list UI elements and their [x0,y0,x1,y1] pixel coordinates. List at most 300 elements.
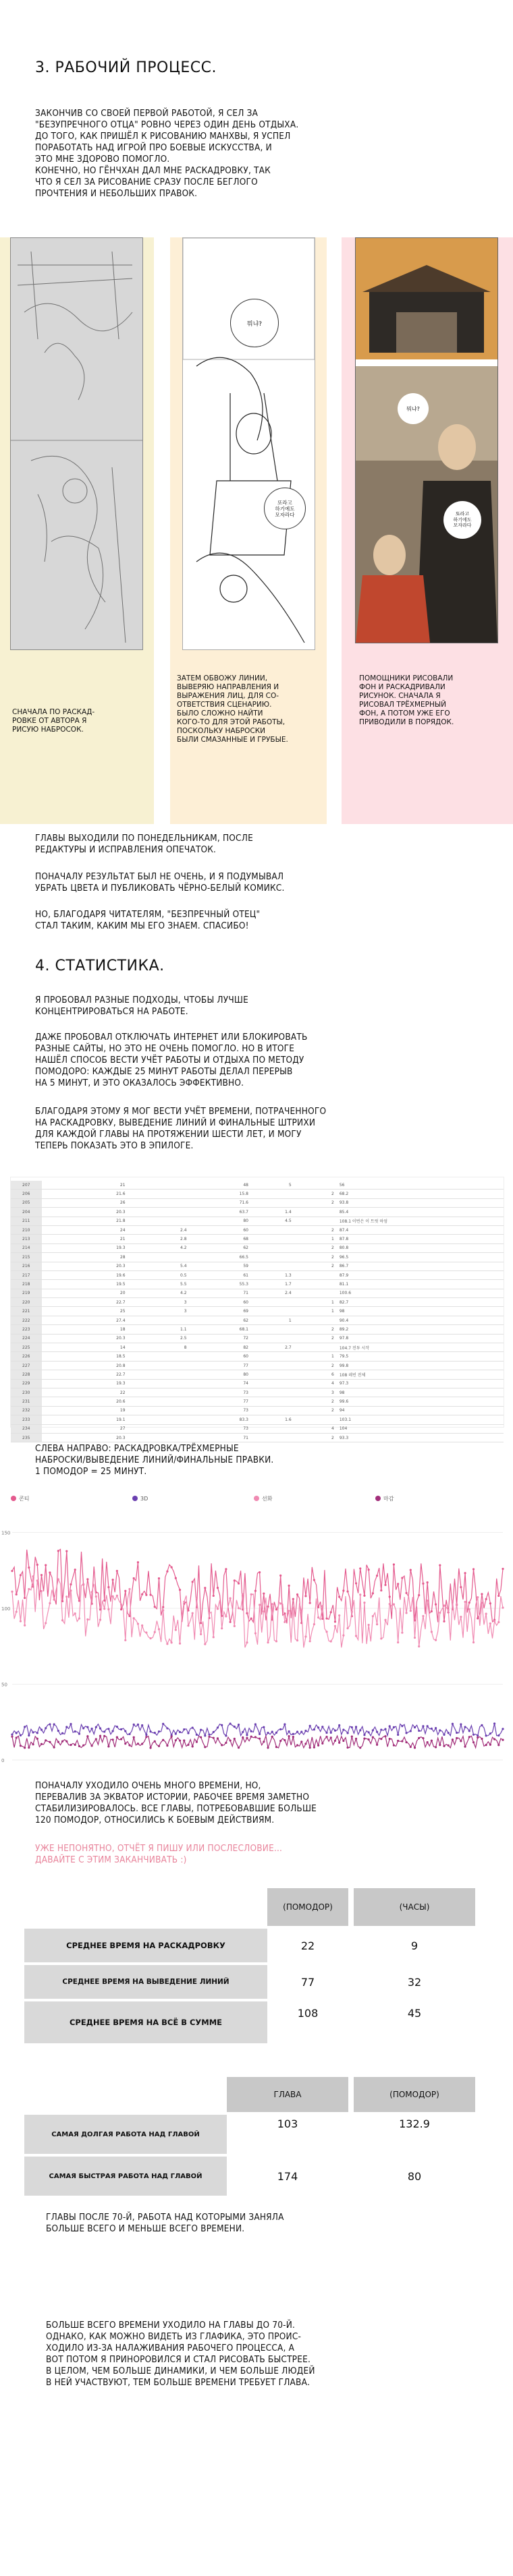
row-label: САМАЯ БЫСТРАЯ РАБОТА НАД ГЛАВОЙ [24,2157,227,2196]
series-point [116,1595,118,1597]
series-point [380,1637,382,1639]
table-cell [251,1361,294,1370]
series-point [196,1741,198,1743]
table-cell: 1.1 [128,1325,190,1334]
table-cell: 232 [11,1406,42,1415]
series-point [175,1577,177,1579]
series-point [20,1574,22,1576]
table-cell: 104 [337,1424,504,1433]
series-point [230,1597,232,1599]
series-point [330,1732,332,1734]
paragraph [35,1032,494,1089]
row-label: САМАЯ ДОЛГАЯ РАБОТА НАД ГЛАВОЙ [24,2115,227,2154]
table-cell: 19.3 [42,1379,128,1388]
table-cell: 206 [11,1190,42,1198]
series-point [493,1738,495,1740]
table-cell: 2 [294,1361,337,1370]
table-cell: 4 [294,1424,337,1433]
series-point [439,1744,441,1746]
table-cell: 1 [294,1352,337,1361]
table-header: (ЧАСЫ) [354,1888,475,1926]
text-line: НАШЁЛ СПОСОБ ВЕСТИ УЧЁТ РАБОТЫ И ОТДЫХА ПО МЕТОДУ [35,1055,304,1065]
series-point [422,1725,424,1727]
text-line: БОЛЬШЕ ВСЕГО И МЕНЬШЕ ВСЕГО ВРЕМЕНИ. [46,2223,245,2234]
series-point [16,1611,18,1613]
series-point [464,1746,466,1748]
table-row [11,1379,504,1388]
series-point [179,1740,181,1742]
series-point [334,1730,336,1732]
series-point [238,1607,240,1609]
caption-1 [12,708,147,734]
series-point [372,1615,374,1617]
series-point [414,1637,416,1639]
series-point [300,1740,302,1743]
series-point [225,1734,227,1736]
table-cell: 18 [42,1325,128,1334]
table-cell [128,1379,190,1388]
series-point [456,1603,458,1605]
table-cell: 233 [11,1415,42,1424]
table-cell: 220 [11,1298,42,1307]
series-point [292,1733,294,1735]
table-row [24,1929,475,1962]
table-cell: 80.8 [337,1243,504,1252]
table-cell: 18.5 [42,1352,128,1361]
series-point [279,1728,281,1730]
table-cell: 21 [42,1181,128,1190]
series-point [36,1564,38,1566]
series-point [368,1738,370,1740]
section-3-text [35,108,481,200]
series-point [405,1732,407,1734]
table-cell: 87.4 [337,1225,504,1234]
series-point [250,1618,252,1620]
table-cell [294,1217,337,1225]
table-cell: 71 [190,1289,251,1297]
series-point [338,1724,340,1726]
table-cell: 1.3 [251,1270,294,1279]
table-cell: 62 [190,1243,251,1252]
series-point [250,1593,252,1596]
text-line: СТАЛ ТАКИМ, КАКИМ МЫ ЕГО ЗНАЕМ. СПАСИБО! [35,920,249,931]
series-point [401,1577,403,1579]
table-cell: 5.5 [128,1280,190,1289]
series-point [107,1745,109,1747]
series-point [309,1725,311,1727]
table-cell: 62 [190,1316,251,1324]
table-cell: 60 [190,1352,251,1361]
series-point [242,1731,244,1733]
table-cell: 87.8 [337,1235,504,1243]
series-point [95,1738,97,1740]
table-cell: 21 [42,1235,128,1243]
table-cell: 19.5 [42,1280,128,1289]
series-point [254,1723,256,1725]
table-cell [251,1397,294,1406]
series-point [414,1747,416,1749]
table-cell: 2 [294,1433,337,1442]
table-cell [128,1433,190,1442]
series-point [380,1728,382,1730]
chapter-extremes-table [24,2077,475,2196]
series-point [473,1734,475,1736]
table-cell [251,1388,294,1397]
series-point [124,1743,126,1745]
series-point [342,1728,344,1730]
series-point [112,1738,114,1740]
text-line: В НЕЙ УЧАСТВУЮТ, ТЕМ БОЛЬШЕ ВРЕМЕНИ ТРЕБУЕТ ГЛАВА. [46,2377,310,2388]
series-point [95,1726,97,1728]
table-cell: 2.8 [128,1235,190,1243]
series-point [242,1593,244,1596]
table-row [11,1424,504,1433]
series-point [158,1730,160,1732]
table-cell: 3 [128,1298,190,1307]
cell-value: 77 [300,1975,315,1989]
series-point [410,1746,412,1748]
series-point [238,1747,240,1749]
y-tick-label: 0 [1,1758,5,1763]
series-point [410,1569,412,1571]
line-chart [0,1490,513,1774]
table-cell: 19.6 [42,1270,128,1279]
series-point [171,1735,173,1737]
series-point [70,1589,72,1591]
series-point [321,1743,323,1745]
series-point [90,1728,92,1730]
series-point [149,1593,151,1596]
series-point [246,1641,248,1643]
series-point [183,1601,185,1603]
legend-label: 3D [140,1496,148,1502]
table-cell: 2 [294,1253,337,1262]
series-point [204,1643,206,1645]
table-cell [251,1253,294,1262]
series-point [99,1727,101,1729]
table-row [11,1243,504,1252]
series-point [288,1585,290,1587]
series-point [45,1739,47,1741]
table-cell: 225 [11,1343,42,1352]
table-cell: 103.1 [337,1415,504,1424]
series-point [141,1593,143,1596]
series-point [456,1732,458,1734]
series-point [204,1746,206,1748]
table-cell: 2 [294,1225,337,1234]
text-line: В ЦЕЛОМ, ЧЕМ БОЛЬШЕ ДИНАМИКИ, И ЧЕМ БОЛЬШЕ ЛЮДЕЙ [46,2366,315,2376]
series-point [120,1604,122,1606]
table-row [11,1361,504,1370]
series-point [313,1579,315,1581]
table-cell: 69 [190,1307,251,1316]
series-point [234,1738,236,1740]
table-cell: 20.3 [42,1334,128,1343]
table-cell: 1 [251,1316,294,1324]
text-line: РЕДАКТУРЫ И ИСПРАВЛЕНИЯ ОПЕЧАТОК. [35,844,217,855]
series-point [24,1726,26,1728]
series-point [427,1581,429,1583]
table-cell: 60 [190,1298,251,1307]
table-cell: 86.7 [337,1262,504,1270]
table-cell: 227 [11,1361,42,1370]
series-point [296,1730,298,1732]
table-cell: 217 [11,1270,42,1279]
series-point [103,1608,105,1610]
series-point [183,1728,185,1730]
series-point [221,1627,223,1629]
series-point [16,1593,18,1596]
table-row [11,1397,504,1406]
table-cell [128,1198,190,1207]
table-cell: 28 [42,1253,128,1262]
series-point [124,1730,126,1732]
series-point [448,1732,450,1734]
series-point [284,1723,286,1725]
series-point [107,1728,109,1730]
series-point [234,1726,236,1728]
series-point [250,1736,252,1738]
series-point [452,1723,454,1725]
table-row [11,1316,504,1324]
table-cell [294,1415,337,1424]
series-point [259,1571,261,1573]
series-point [288,1735,290,1737]
paragraph [35,833,481,856]
series-point [45,1622,47,1624]
series-point [45,1564,47,1566]
series-point [11,1591,13,1593]
series-point [11,1734,13,1736]
series-point [460,1740,462,1742]
text-line: ГЛАВЫ ПОСЛЕ 70-Й, РАБОТА НАД КОТОРЫМИ ЗАНЯЛА [46,2212,284,2223]
text-line: "БЕЗУПРЕЧНОГО ОТЦА" РОВНО ЧЕРЕЗ ОДИН ДЕНЬ ОТДЫХА. [35,119,299,130]
series-point [263,1610,265,1612]
series-point [493,1722,495,1724]
series-point [57,1550,59,1552]
table-cell: 100.6 [337,1289,504,1297]
series-point [267,1641,269,1643]
series-point [448,1745,450,1747]
table-cell: 8 [128,1343,190,1352]
table-cell: 19 [42,1406,128,1415]
series-point [296,1744,298,1746]
table-row [24,2157,475,2196]
table-cell: 231 [11,1397,42,1406]
series-point [263,1726,265,1728]
paragraph [35,909,481,932]
caption-line: РОВКЕ ОТ АВТОРА Я [12,717,87,725]
table-cell [294,1316,337,1324]
series-point [95,1596,97,1598]
series-point [389,1738,391,1740]
series-point [70,1723,72,1725]
series-point [120,1728,122,1730]
table-cell [251,1424,294,1433]
series-point [171,1641,173,1643]
paragraph [35,1106,501,1152]
table-cell: 229 [11,1379,42,1388]
table-row [11,1298,504,1307]
table-cell: 2.4 [128,1225,190,1234]
series-point [74,1569,76,1571]
legend-label: 마감 [383,1496,394,1502]
table-row [11,1289,504,1297]
bubble-line: 또라고 [455,511,470,517]
series-point [263,1592,265,1594]
text-line: ПЕРЕВАЛИВ ЗА ЭКВАТОР ИСТОРИИ, РАБОЧЕЕ ВРЕМЯ ЗАМЕТНО [35,1792,310,1803]
series-point [267,1732,269,1734]
series-point [259,1733,261,1735]
table-cell: 99.6 [337,1397,504,1406]
table-cell: 1.6 [251,1415,294,1424]
table-cell: 68 [190,1235,251,1243]
table-cell [294,1280,337,1289]
table-cell: 205 [11,1198,42,1207]
paragraph [46,2212,491,2235]
series-point [405,1741,407,1743]
series-point [179,1589,181,1591]
series-point [145,1736,147,1738]
series-point [24,1747,26,1749]
series-point [86,1726,88,1728]
series-point [57,1730,59,1732]
table-cell [251,1325,294,1334]
text-line: ДАВАЙТЕ С ЭТИМ ЗАКАНЧИВАТЬ :) [35,1854,187,1865]
series-point [468,1736,470,1738]
series-point [86,1735,88,1737]
series-point [158,1577,160,1579]
series-point [497,1734,500,1736]
series-point [28,1747,30,1749]
series-point [351,1736,353,1738]
table-row [11,1190,504,1198]
table-cell: 4.2 [128,1289,190,1297]
series-point [74,1744,76,1746]
series-point [448,1609,450,1611]
series-point [99,1618,101,1620]
series-point [16,1732,18,1734]
table-cell [128,1181,190,1190]
series-point [317,1726,319,1728]
series-point [137,1561,139,1563]
series-point [372,1592,374,1594]
series-point [443,1734,445,1736]
table-cell: 63.7 [190,1208,251,1217]
series-point [275,1732,277,1734]
series-point [36,1732,38,1734]
series-point [196,1734,198,1736]
series-point [321,1726,323,1728]
table-cell [128,1415,190,1424]
table-cell: 1.7 [251,1280,294,1289]
table-cell: 22.7 [42,1298,128,1307]
series-point [439,1729,441,1731]
series-point [401,1740,403,1743]
series-point [330,1736,332,1738]
series-point [304,1730,306,1732]
series-point [321,1605,323,1607]
series-point [36,1579,38,1581]
caption-line: БЫЛО СЛОЖНО НАЙТИ [177,709,263,718]
table-cell [128,1208,190,1217]
text-line: ЭТО МНЕ ЗДОРОВО ПОМОГЛО. [35,154,170,165]
series-point [368,1624,370,1626]
series-point [196,1597,198,1599]
table-cell [251,1262,294,1270]
series-point [107,1608,109,1610]
series-point [154,1732,156,1734]
table-cell: 2 [294,1334,337,1343]
series-point [435,1727,437,1729]
series-point [313,1728,315,1730]
row-label: СРЕДНЕЕ ВРЕМЯ НА ВСЁ В СУММЕ [24,2001,267,2043]
text-line: ДЛЯ КАЖДОЙ ГЛАВЫ НА ПРОТЯЖЕНИИ ШЕСТИ ЛЕТ, И МОГУ [35,1129,302,1140]
series-point [468,1602,470,1604]
series-point [179,1643,181,1645]
series-point [238,1724,240,1726]
series-point [460,1616,462,1618]
table-cell: 1 [294,1235,337,1243]
series-point [439,1612,441,1614]
table-row [11,1270,504,1279]
caption-line: ПОМОЩНИКИ РИСОВАЛИ [359,674,454,682]
series-point [120,1738,122,1740]
series-point [78,1733,80,1735]
series-point [86,1618,88,1620]
series-point [242,1736,244,1738]
series-point [485,1612,487,1614]
series-point [133,1724,135,1726]
bubble-line: 모자라다 [453,523,472,529]
table-cell [128,1424,190,1433]
table-cell: 22.7 [42,1370,128,1379]
table-cell [128,1388,190,1397]
series-point [342,1589,344,1591]
table-cell: 77 [190,1361,251,1370]
series-point [292,1736,294,1738]
series-point [380,1738,382,1740]
table-cell: 2 [294,1190,337,1198]
series-point [418,1594,420,1596]
series-point [166,1571,168,1573]
series-point [116,1726,118,1728]
table-cell: 4.2 [128,1243,190,1252]
table-cell: 20.3 [42,1262,128,1270]
table-header: (ПОМОДОР) [267,1888,348,1926]
series-point [439,1564,441,1567]
series-point [200,1736,202,1738]
series-point [217,1737,219,1739]
table-cell: 211 [11,1217,42,1225]
series-point [355,1738,357,1740]
series-point [103,1730,105,1732]
caption-line: ОТВЕТСТВИЯ СЦЕНАРИЮ. [177,701,272,709]
caption-line: ФОН И РАСКАДРИВАЛИ [359,683,446,691]
table-cell [128,1397,190,1406]
series-point [53,1723,55,1725]
series-point [497,1621,500,1623]
series-point [477,1734,479,1736]
series-point [137,1724,139,1726]
series-point [489,1744,491,1746]
series-point [78,1617,80,1619]
series-point [166,1643,168,1645]
series-point [376,1575,378,1577]
table-row [11,1262,504,1270]
series-point [145,1631,147,1633]
table-row [11,1280,504,1289]
